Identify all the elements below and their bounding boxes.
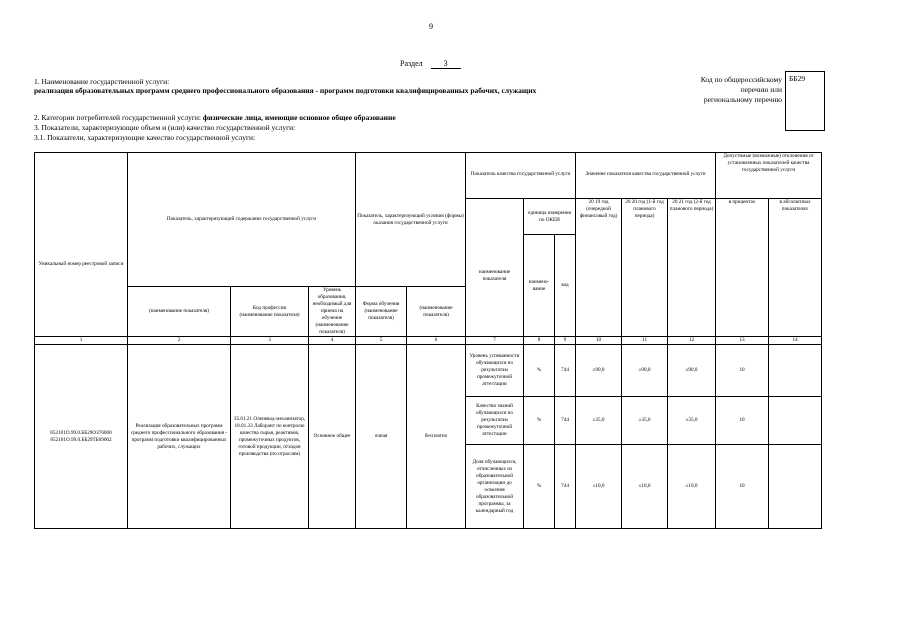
quality-table xyxy=(34,152,822,529)
header-absolute: в абсолютных показателях xyxy=(769,199,822,337)
value-year3: ≤10,0 xyxy=(668,445,716,529)
content-indicator: Реализация образовательных программ среднего профессионального образования - программ подготовки квалифицированных рабочих, служащих xyxy=(128,345,231,529)
profession-codes: 35.01.21 Оленевод-механизатор, 18.01.33 Лаборант по контролю качества сырья, реактивов, промежуточных продуктов, готовой продукции, отходов производства (по отраслям) xyxy=(231,345,309,529)
unit-name: % xyxy=(524,397,555,445)
section-label: Раздел xyxy=(400,59,423,68)
header-unit-name: наимено-вание xyxy=(524,235,555,337)
consumer-category-label: 2. Категории потребителей государственной услуги: xyxy=(34,113,202,122)
col-num: 3 xyxy=(231,337,309,345)
unit-code: 744 xyxy=(555,345,576,397)
unit-code: 744 xyxy=(555,445,576,529)
header-registry: Уникальный номер реестровой записи xyxy=(35,153,128,337)
header-education-level: Уровень образования, необходимый для приема на обучение (наименование показателя) xyxy=(309,287,356,337)
okv-label-line2: перечню или xyxy=(740,85,782,94)
header-profession-code: Код профессии (наименование показателя) xyxy=(231,287,309,337)
registry-number: 852101О.99.0.ББ29ОЗ76000 852101О.99.0.ББ29ТБ69002 xyxy=(35,345,128,529)
col-num: 5 xyxy=(356,337,407,345)
deviation-absolute xyxy=(769,445,822,529)
unit-name: % xyxy=(524,445,555,529)
value-year1: ≥35,0 xyxy=(576,397,622,445)
deviation-percent: 10 xyxy=(716,345,769,397)
indicator-name: Доля обучающихся, отчисленных из образовательной организации до освоения образовательной программы, за календарный год xyxy=(466,445,524,529)
indicator-name: Качество знаний обучающихся по результатам промежуточной аттестации xyxy=(466,397,524,445)
quality-indicators-heading: 3.1. Показатели, характеризующие качество государственной услуги: xyxy=(34,133,256,142)
col-num: 4 xyxy=(309,337,356,345)
col-num: 6 xyxy=(407,337,466,345)
deviation-absolute xyxy=(769,397,822,445)
col-num: 2 xyxy=(128,337,231,345)
value-year1: ≥90,0 xyxy=(576,345,622,397)
table-row xyxy=(35,345,822,397)
header-form: Форма обучения (наименование показателя) xyxy=(356,287,407,337)
okv-label-line1: Код по общероссийскому xyxy=(700,75,782,84)
consumer-category xyxy=(34,113,396,122)
deviation-absolute xyxy=(769,345,822,397)
education-level: Основное общее xyxy=(309,345,356,529)
col-num: 11 xyxy=(622,337,668,345)
value-year2: ≤10,0 xyxy=(622,445,668,529)
unit-code: 744 xyxy=(555,397,576,445)
form-of-study: очная xyxy=(356,345,407,529)
okv-code-box: ББ29 xyxy=(785,71,825,131)
indicator-name: Уровень успеваемости обучающихся по результатам промежуточной аттестации xyxy=(466,345,524,397)
deviation-percent: 10 xyxy=(716,445,769,529)
header-year2: 20 20 год (1-й год планового периода) xyxy=(622,199,668,337)
header-deviation: Допустимые (возможные) отклонения от установленных показателей качества государственной услуги xyxy=(716,153,822,199)
deviation-percent: 10 xyxy=(716,397,769,445)
col-num: 12 xyxy=(668,337,716,345)
okv-label-line3: региональному перечню xyxy=(703,95,782,104)
header-content: Показатель, характеризующий содержание государственной услуги xyxy=(128,153,356,287)
col-num: 10 xyxy=(576,337,622,345)
header-value: Значение показателя качества государственной услуги xyxy=(576,153,716,199)
value-year3: ≥35,0 xyxy=(668,397,716,445)
col-num: 9 xyxy=(555,337,576,345)
header-pname-1: (наименование показателя) xyxy=(128,287,231,337)
section-number: 3 xyxy=(431,59,461,69)
header-pname-5: (наименование показателя) xyxy=(407,287,466,337)
service-name-label: 1. Наименование государственной услуги: xyxy=(34,77,170,86)
header-year3: 20 21 год (2-й год планового периода) xyxy=(668,199,716,337)
header-quality: Показатель качества государственной услуги xyxy=(466,153,576,199)
header-percent: в процентах xyxy=(716,199,769,337)
value-year2: ≥35,0 xyxy=(622,397,668,445)
okv-label xyxy=(640,75,782,105)
header-unit-code: код xyxy=(555,235,576,337)
header-unit: единица измерения по ОКЕИ xyxy=(524,199,576,235)
value-year1: ≤10,0 xyxy=(576,445,622,529)
condition-value: бесплатно xyxy=(407,345,466,529)
col-num: 8 xyxy=(524,337,555,345)
indicators-heading: 3. Показатели, характеризующие объем и (или) качество государственной услуги: xyxy=(34,123,296,132)
column-numbers-row xyxy=(35,337,822,345)
col-num: 13 xyxy=(716,337,769,345)
section-heading xyxy=(400,59,461,69)
value-year2: ≥90,0 xyxy=(622,345,668,397)
unit-name: % xyxy=(524,345,555,397)
header-indicator-name: наименование показателя xyxy=(466,199,524,337)
col-num: 14 xyxy=(769,337,822,345)
col-num: 7 xyxy=(466,337,524,345)
consumer-category-value: физические лица, имеющие основное общее образование xyxy=(202,113,396,122)
header-conditions: Показатель, характеризующий условия (формы) оказания государственной услуги xyxy=(356,153,466,287)
service-name-value: реализация образовательных программ среднего профессионального образования - программ подготовки квалифицированных рабочих, служащих xyxy=(34,86,537,95)
value-year3: ≥90,0 xyxy=(668,345,716,397)
page-number: 9 xyxy=(429,22,433,31)
col-num: 1 xyxy=(35,337,128,345)
header-year1: 20 19 год (очередной финансовый год) xyxy=(576,199,622,337)
